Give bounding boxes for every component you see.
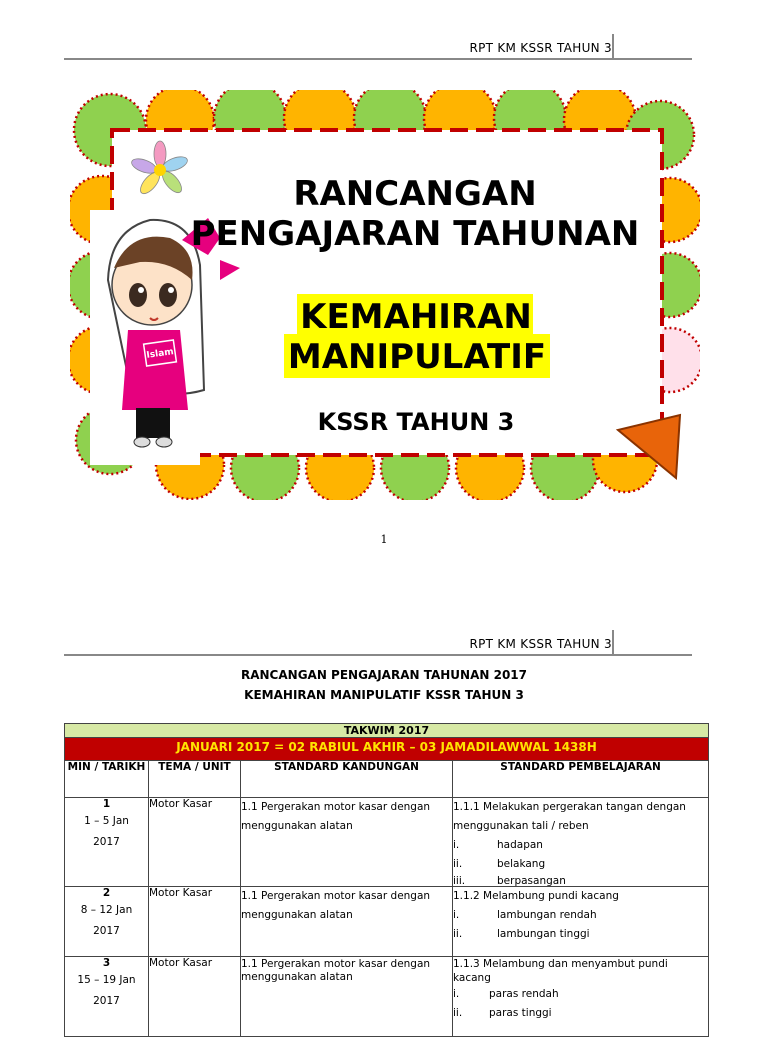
month-row (65, 738, 709, 761)
month-cell: JANUARI 2017 = 02 RABIUL AKHIR – 03 JAMADILAWWAL 1438H (65, 738, 709, 761)
week-date: 1 – 5 Jan (84, 815, 129, 827)
learning-standard-cell (453, 887, 709, 957)
list-item: ii. belakang (453, 858, 546, 870)
list-item: iii. berpasangan (453, 875, 566, 886)
list-item: ii. paras tinggi (453, 1007, 552, 1019)
header-divider (612, 630, 614, 654)
header-divider (612, 34, 614, 58)
column-header: STANDARD PEMBELAJARAN (453, 761, 709, 798)
page-header (64, 34, 692, 60)
header-text: RPT KM KSSR TAHUN 3 (469, 41, 612, 55)
week-date: 15 – 19 Jan (77, 974, 136, 986)
learning-standard-line: 1.1.2 Melambung pundi kacang (453, 890, 619, 902)
rpt-table (64, 723, 709, 1037)
content-standard-line: menggunakan alatan (241, 820, 353, 832)
content-standard-line: menggunakan alatan (241, 971, 353, 983)
takwim-cell: TAKWIM 2017 (65, 724, 709, 738)
content-standard-line: menggunakan alatan (241, 909, 353, 921)
column-header: MIN / TARIKH (65, 761, 149, 798)
week-year: 2017 (93, 925, 120, 937)
week-number: 2 (102, 887, 111, 899)
week-cell (65, 798, 149, 887)
theme-cell: Motor Kasar (149, 887, 241, 957)
theme-cell: Motor Kasar (149, 798, 241, 887)
week-year: 2017 (93, 836, 120, 848)
content-standard-cell (241, 798, 453, 887)
list-item: i. hadapan (453, 839, 543, 851)
page-number: 1 (380, 533, 388, 546)
table-row (65, 798, 709, 887)
table-row (65, 887, 709, 957)
column-header: STANDARD KANDUNGAN (241, 761, 453, 798)
column-header: TEMA / UNIT (149, 761, 241, 798)
cover-panel (70, 90, 700, 500)
takwim-row (65, 724, 709, 738)
week-cell (65, 887, 149, 957)
learning-standard-line: menggunakan tali / reben (453, 820, 589, 832)
cover-title-line2: PENGAJARAN TAHUNAN (190, 214, 640, 254)
page-header (64, 630, 692, 656)
header-text: RPT KM KSSR TAHUN 3 (469, 637, 612, 651)
book-label: Islam (145, 347, 175, 361)
week-date: 8 – 12 Jan (80, 904, 133, 916)
week-cell (65, 957, 149, 1037)
cover-subject-line2: MANIPULATIF (287, 337, 547, 377)
week-number: 1 (102, 798, 111, 810)
document-title: RANCANGAN PENGAJARAN TAHUNAN 2017 (240, 668, 527, 682)
table-row (65, 957, 709, 1037)
cover-subject-line1: KEMAHIRAN (300, 297, 532, 337)
list-item: ii. lambungan tinggi (453, 928, 590, 940)
learning-standard-cell (453, 798, 709, 887)
theme-cell: Motor Kasar (149, 957, 241, 1037)
cover-artwork (70, 90, 700, 500)
document-subtitle: KEMAHIRAN MANIPULATIF KSSR TAHUN 3 (244, 688, 524, 702)
learning-standard-line: kacang (453, 972, 491, 984)
list-item: i. paras rendah (453, 988, 559, 1000)
list-item: i. lambungan rendah (453, 909, 597, 921)
week-year: 2017 (93, 995, 120, 1007)
learning-standard-line: 1.1.3 Melambung dan menyambut pundi (453, 958, 668, 970)
content-standard-line: 1.1 Pergerakan motor kasar dengan (241, 958, 431, 970)
content-standard-line: 1.1 Pergerakan motor kasar dengan (241, 890, 431, 902)
week-number: 3 (102, 957, 111, 969)
cover-title-line1: RANCANGAN (293, 174, 537, 214)
content-standard-cell (241, 957, 453, 1037)
content-standard-line: 1.1 Pergerakan motor kasar dengan (241, 801, 431, 813)
learning-standard-line: 1.1.1 Melakukan pergerakan tangan dengan (453, 801, 686, 813)
content-standard-cell (241, 887, 453, 957)
learning-standard-cell (453, 957, 709, 1037)
cover-level: KSSR TAHUN 3 (317, 408, 515, 436)
column-header-row (65, 761, 709, 798)
